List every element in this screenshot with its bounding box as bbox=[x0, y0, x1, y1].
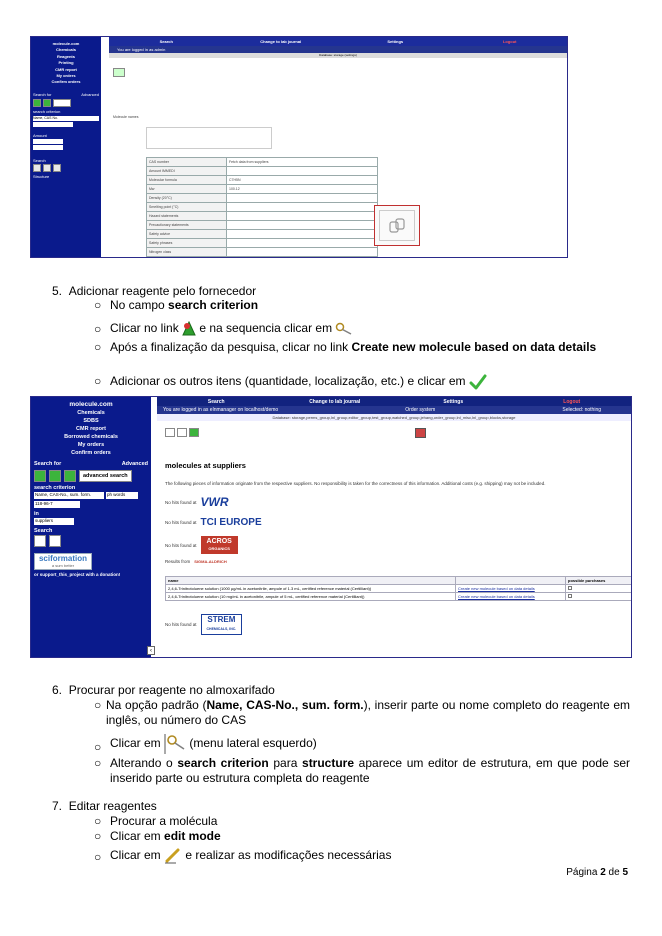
search-key-icon bbox=[164, 733, 186, 755]
nav-reagents[interactable]: Reagents bbox=[56, 53, 75, 59]
add-icon[interactable] bbox=[43, 99, 51, 107]
form-label: Nitrogen class bbox=[147, 248, 227, 257]
search-for-label: Search for bbox=[33, 91, 52, 97]
table-row: 2,4,6-Trinitrotoluene solution (10 mg/mL in acetonitrile, ampule of 5 mL, certified reference material (Certilliant)) Create new molecule based on data details bbox=[166, 593, 633, 601]
form-label: Hazard statements bbox=[147, 212, 227, 221]
tab-search[interactable]: Search bbox=[207, 398, 225, 405]
form-value[interactable] bbox=[227, 221, 378, 230]
step-5-item-4: Adicionar os outros itens (quantidade, localização, etc.) e clicar em bbox=[110, 372, 487, 390]
form-value[interactable] bbox=[227, 194, 378, 203]
tab-settings[interactable]: Settings bbox=[387, 39, 404, 44]
toolbar bbox=[165, 428, 199, 437]
step-6-item-3: Alterando o search criterion para structure aparece um editor de estrutura, em que pode ser inserido parte ou estrutura completa do reagente bbox=[110, 756, 630, 785]
screenshot-supplier-results bbox=[30, 396, 632, 658]
nav-orders[interactable]: My orders bbox=[56, 72, 76, 78]
tci-logo[interactable]: TCI EUROPE bbox=[200, 517, 262, 528]
acros-logo[interactable]: ACROS ORGANICS bbox=[201, 536, 238, 554]
save-icon[interactable] bbox=[113, 68, 125, 77]
page-total: 5 bbox=[622, 867, 628, 878]
form-row bbox=[147, 158, 378, 167]
nav-sdbs[interactable]: SDBS bbox=[83, 418, 99, 425]
login-text: You are logged in as elnmanager on localhost/demo bbox=[163, 407, 279, 413]
structure-preview-icon[interactable] bbox=[415, 428, 426, 438]
tab-search[interactable]: Search bbox=[159, 39, 173, 44]
structure-icon[interactable] bbox=[53, 164, 61, 172]
supplier-acros: No hits found at ACROS ORGANICS bbox=[165, 536, 238, 554]
page-number: 2 bbox=[600, 867, 606, 878]
molecule-name-label: Molecule names bbox=[113, 115, 139, 119]
form-label: Amount IMMEDI bbox=[147, 167, 227, 176]
tab-lab-journal[interactable]: Change to lab journal bbox=[260, 39, 302, 44]
purchase-checkbox[interactable] bbox=[568, 594, 572, 598]
search-icon[interactable] bbox=[33, 164, 41, 172]
sciformation-logo[interactable]: sciformation a sum better bbox=[34, 553, 92, 570]
tab-settings[interactable]: Settings bbox=[443, 398, 464, 405]
search-key-icon bbox=[335, 322, 353, 336]
sidebar bbox=[31, 37, 101, 257]
form-value[interactable] bbox=[227, 212, 378, 221]
step-5-title: Adicionar reagente pelo fornecedor bbox=[68, 284, 257, 298]
nav-orders[interactable]: My orders bbox=[77, 442, 105, 449]
molecule-name-textarea[interactable] bbox=[146, 127, 272, 149]
advanced-label[interactable]: Advanced bbox=[121, 461, 148, 468]
step-5-heading: 5. Adicionar reagente pelo fornecedor bbox=[52, 284, 257, 298]
advanced-search-button[interactable] bbox=[53, 99, 71, 107]
step-7-item-3: Clicar em e realizar as modificações necessárias bbox=[110, 848, 392, 862]
search-molecule-icon[interactable] bbox=[33, 99, 41, 107]
supplier-strem: No hits found at STREM CHEMICALS, INC. bbox=[165, 614, 242, 635]
in-label: in bbox=[34, 511, 39, 518]
form-row bbox=[147, 167, 378, 176]
structure-search-icon[interactable] bbox=[64, 470, 76, 482]
create-molecule-link[interactable]: Create new molecule based on data details bbox=[456, 593, 566, 601]
form-value[interactable] bbox=[227, 203, 378, 212]
disclaimer: The following pieces of information originate from the respective suppliers. No responsibility is taken for the correctness of this information. Additional costs (e.g. shipping) may not be included. bbox=[165, 481, 546, 486]
form-value[interactable] bbox=[227, 230, 378, 239]
nav-cmr[interactable]: CMR report bbox=[55, 66, 77, 72]
collapse-sidebar-icon[interactable]: ‹ bbox=[147, 646, 155, 655]
form-value[interactable] bbox=[227, 167, 378, 176]
col-name: name bbox=[166, 577, 456, 585]
form-row bbox=[147, 257, 378, 259]
structure-placeholder-icon bbox=[387, 216, 407, 236]
amount-input[interactable] bbox=[33, 139, 63, 144]
criterion-mode-select[interactable]: ph words bbox=[106, 492, 138, 499]
search-label: Search bbox=[34, 528, 53, 535]
checkmark-icon bbox=[469, 374, 487, 390]
nav-confirm[interactable]: Confirm orders bbox=[71, 450, 111, 457]
nav-printing[interactable]: Printing bbox=[58, 60, 74, 66]
form-value[interactable]: 100.12 bbox=[227, 185, 378, 194]
purchase-checkbox[interactable] bbox=[568, 586, 572, 590]
form-label: Safety phrases bbox=[147, 239, 227, 248]
add-icon[interactable] bbox=[189, 428, 199, 437]
criterion-select[interactable]: Name, CAS-No., sum. form. bbox=[34, 492, 104, 499]
step-5-item-3: Após a finalização da pesquisa, clicar no link Create new molecule based on data details bbox=[110, 340, 597, 354]
step-5-item-1: No campo search criterion bbox=[110, 298, 259, 312]
supplier-sigma: Results from SIGMA-ALDRICH bbox=[165, 559, 227, 564]
create-molecule-link[interactable]: Create new molecule based on data details bbox=[456, 585, 566, 593]
strem-logo[interactable]: STREM CHEMICALS, INC. bbox=[201, 614, 243, 635]
form-row bbox=[147, 221, 378, 230]
advanced-label[interactable]: Advanced bbox=[81, 91, 99, 97]
form-row bbox=[147, 230, 378, 239]
search-icon[interactable] bbox=[34, 535, 46, 547]
step-6-title: Procurar por reagente no almoxarifado bbox=[68, 683, 275, 697]
form-row bbox=[147, 176, 378, 185]
nav-home[interactable]: molecule.com bbox=[52, 41, 80, 46]
form-label bbox=[147, 257, 227, 259]
database-line: Database: storage,perms_group,lnl_group,editor_group,test_group,watched_group,jehang,order_group,lnl_misc,lnl_group,blocks,storage bbox=[157, 414, 631, 421]
sidebar bbox=[31, 397, 151, 657]
top-nav bbox=[109, 37, 567, 46]
reset-icon[interactable] bbox=[49, 535, 61, 547]
step-7-title: Editar reagentes bbox=[68, 799, 157, 813]
nav-cmr[interactable]: CMR report bbox=[76, 426, 106, 433]
amount-unit[interactable] bbox=[33, 145, 63, 150]
in-select[interactable]: suppliers bbox=[34, 518, 74, 525]
order-system-link[interactable]: Order system bbox=[405, 407, 436, 413]
advanced-search-button[interactable]: advanced search bbox=[79, 470, 132, 482]
reset-icon[interactable] bbox=[43, 164, 51, 172]
tab-logout[interactable]: Logout bbox=[563, 398, 581, 405]
nav-chemicals[interactable]: Chemicals bbox=[55, 47, 76, 53]
form-row bbox=[147, 194, 378, 203]
form-label: Molecular formula bbox=[147, 176, 227, 185]
form-label: Precautionary statements bbox=[147, 221, 227, 230]
list-icon[interactable] bbox=[177, 428, 187, 437]
form-label: Mw bbox=[147, 185, 227, 194]
form-row bbox=[147, 185, 378, 194]
step-6-heading: 6. Procurar por reagente no almoxarifado bbox=[52, 683, 275, 697]
col-purchase: possible purchases bbox=[566, 577, 633, 585]
screenshot-molecule-form bbox=[30, 36, 568, 258]
top-nav bbox=[157, 397, 631, 406]
database-line: Database: storage (settings) bbox=[109, 53, 567, 58]
nav-borrowed[interactable]: Borrowed chemicals bbox=[64, 434, 118, 441]
form-row bbox=[147, 203, 378, 212]
search-molecule-icon[interactable] bbox=[34, 470, 46, 482]
table-row: 2,4,6-Trinitrotoluene solution (1000 µg/mL in acetonitrile, ampule of 1.3 mL, certified reference material (Certilliant)) Create new molecule based on data details bbox=[166, 585, 633, 593]
form-label: Density (20°C) bbox=[147, 194, 227, 203]
nav-confirm[interactable]: Confirm orders bbox=[51, 79, 81, 85]
add-molecule-icon bbox=[182, 321, 196, 337]
search-for-label: Search for bbox=[34, 461, 62, 468]
molecule-form-table bbox=[146, 157, 378, 258]
tab-lab-journal[interactable]: Change to lab journal bbox=[309, 398, 361, 405]
results-table bbox=[165, 576, 632, 601]
step-6-item-1: Na opção padrão (Name, CAS-No., sum. form.), inserir parte ou nome completo do reagente em inglês, ou número do CAS bbox=[106, 698, 630, 727]
supplier-tci: No hits found at TCI EUROPE bbox=[165, 517, 262, 528]
form-label: Smelting point (°C) bbox=[147, 203, 227, 212]
nav-home[interactable]: molecule.com bbox=[69, 401, 113, 408]
step-6-item-2: Clicar em (menu lateral esquerdo) bbox=[110, 732, 317, 755]
query-input[interactable] bbox=[33, 122, 73, 127]
login-info: You are logged in as admin bbox=[109, 46, 567, 53]
add-molecule-icon[interactable] bbox=[49, 470, 61, 482]
form-value[interactable] bbox=[227, 248, 378, 257]
step-7-heading: 7. Editar reagentes bbox=[52, 799, 157, 813]
structure-label: Structure bbox=[33, 173, 50, 179]
page-footer: Página 2 de 5 bbox=[566, 867, 628, 878]
nav-chemicals[interactable]: Chemicals bbox=[77, 410, 105, 417]
form-value[interactable]: Fetch data from suppliers bbox=[227, 158, 378, 167]
search-criterion-label: search criterion bbox=[34, 485, 76, 492]
step-5-item-2: Clicar no link e na sequencia clicar em bbox=[110, 318, 353, 338]
form-value[interactable] bbox=[227, 239, 378, 248]
edit-pencil-icon bbox=[164, 848, 182, 864]
form-row bbox=[147, 248, 378, 257]
form-label: CAS number bbox=[147, 158, 227, 167]
step-7-item-1: Procurar a molécula bbox=[110, 814, 218, 828]
support-link[interactable]: or support_this_project with a donation! bbox=[34, 572, 121, 578]
search-label: Search bbox=[33, 157, 46, 163]
login-info bbox=[157, 406, 631, 414]
form-value[interactable]: C7H5N bbox=[227, 176, 378, 185]
page-heading: molecules at suppliers bbox=[165, 461, 246, 470]
vwr-logo[interactable]: VWR bbox=[200, 495, 229, 509]
supplier-vwr: No hits found at VWR bbox=[165, 495, 229, 509]
form-value[interactable] bbox=[227, 257, 378, 259]
query-input[interactable]: 118-96-7 bbox=[34, 501, 80, 508]
form-row bbox=[147, 212, 378, 221]
sigma-logo[interactable]: SIGMA-ALDRICH bbox=[194, 559, 227, 564]
selected-status: Selected: nothing bbox=[562, 407, 601, 413]
form-row bbox=[147, 239, 378, 248]
form-label: Safety advice bbox=[147, 230, 227, 239]
amount-label: Amount bbox=[33, 132, 47, 138]
criterion-select[interactable]: Name, CAS No. bbox=[33, 116, 99, 121]
search-criterion-label: search criterion bbox=[33, 108, 61, 114]
structure-editor-box[interactable] bbox=[374, 205, 420, 246]
main-area bbox=[157, 397, 631, 657]
tab-logout[interactable]: Logout bbox=[502, 39, 517, 44]
back-icon[interactable] bbox=[165, 428, 175, 437]
step-7-item-2: Clicar em edit mode bbox=[110, 829, 221, 843]
